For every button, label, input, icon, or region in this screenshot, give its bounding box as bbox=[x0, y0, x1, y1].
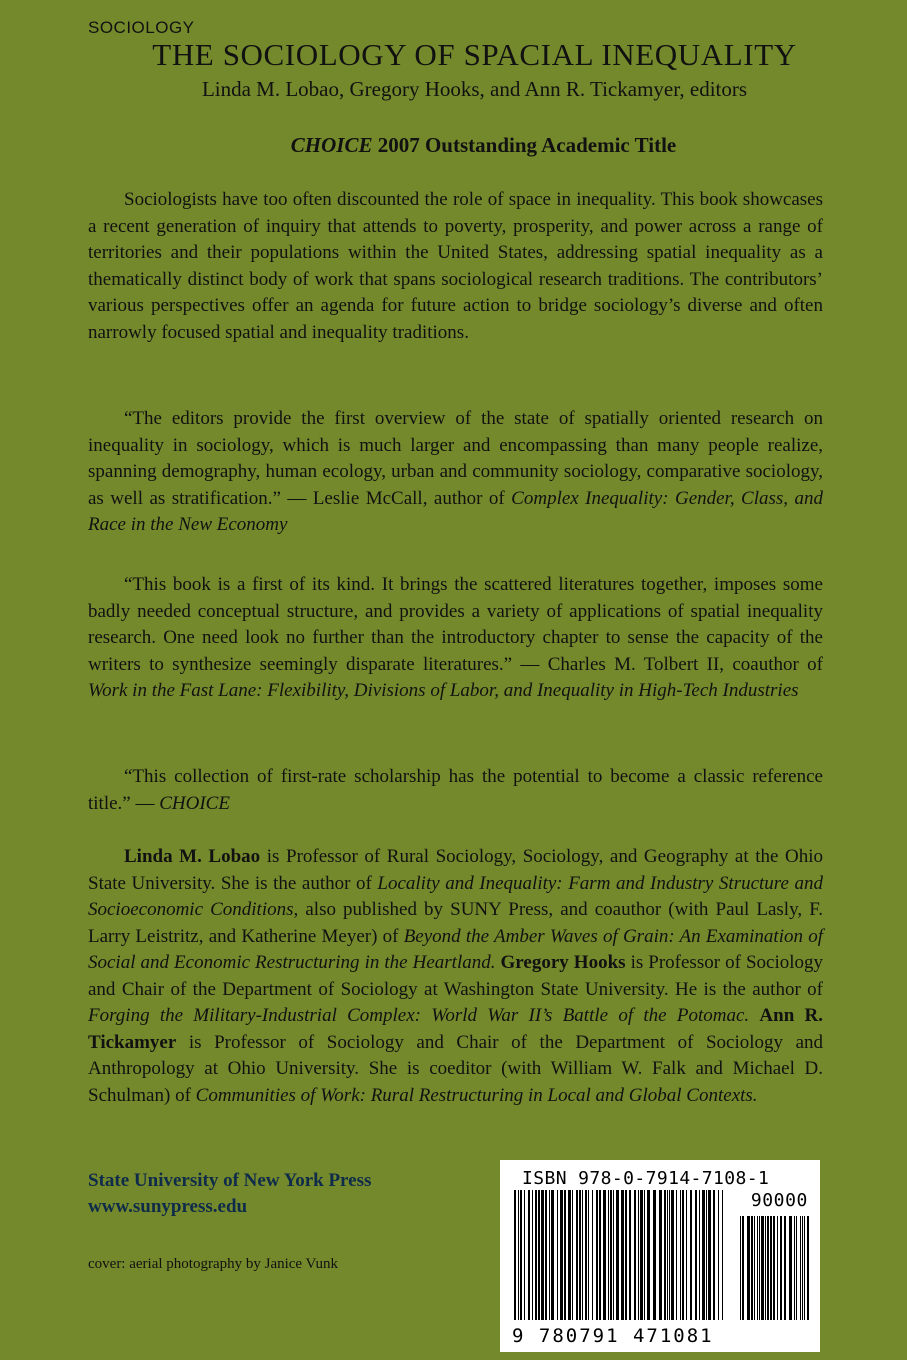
barcode-bar bbox=[644, 1190, 645, 1320]
barcode-bar bbox=[588, 1190, 589, 1320]
blurb-mccall bbox=[88, 406, 823, 539]
price-addon: 90000 bbox=[750, 1190, 808, 1211]
barcode-addon-bar bbox=[800, 1216, 801, 1320]
barcode-bar bbox=[680, 1190, 681, 1320]
barcode-bar bbox=[708, 1190, 711, 1320]
barcode-bar bbox=[695, 1190, 697, 1320]
barcode-bar bbox=[722, 1190, 723, 1320]
barcode-bar bbox=[520, 1190, 522, 1320]
barcode-bar bbox=[557, 1190, 558, 1320]
barcode-bar bbox=[545, 1190, 547, 1320]
barcode-addon-bar bbox=[757, 1216, 758, 1320]
blurb-text: “This collection of first-rate scholarship has the potential to become a classic reference title.” — bbox=[88, 766, 823, 814]
barcode-addon-bar bbox=[742, 1216, 744, 1320]
bio-name-lobao: Linda M. Lobao bbox=[124, 846, 261, 867]
barcode-bar bbox=[640, 1190, 643, 1320]
barcode-bar bbox=[647, 1190, 650, 1320]
isbn-text: ISBN 978-0-7914-7108-1 bbox=[522, 1168, 770, 1189]
barcode-bar bbox=[535, 1190, 537, 1320]
barcode-bar bbox=[579, 1190, 581, 1320]
publisher-name: State University of New York Press bbox=[88, 1170, 372, 1191]
barcode-addon-bar bbox=[796, 1216, 797, 1320]
barcode-bar bbox=[541, 1190, 544, 1320]
barcode-bar bbox=[625, 1190, 627, 1320]
barcode-addon-bar bbox=[784, 1216, 786, 1320]
bio-book: Forging the Military-Industrial Complex: World War II’s Battle of the Potomac. bbox=[88, 1005, 750, 1026]
barcode-bar bbox=[528, 1190, 530, 1320]
barcode-bar bbox=[702, 1190, 705, 1320]
barcode-bar bbox=[560, 1190, 563, 1320]
barcode-addon-bar bbox=[789, 1216, 792, 1320]
barcode-bar bbox=[638, 1190, 639, 1320]
barcode-bar bbox=[524, 1190, 525, 1320]
barcode-bar bbox=[659, 1190, 662, 1320]
barcode-bar bbox=[518, 1190, 519, 1320]
barcode-bar bbox=[576, 1190, 578, 1320]
publisher-url: www.sunypress.edu bbox=[88, 1196, 248, 1217]
award-choice: CHOICE bbox=[290, 133, 373, 157]
award-line bbox=[0, 132, 907, 158]
barcode-addon-bar bbox=[765, 1216, 766, 1320]
barcode-bar bbox=[568, 1190, 571, 1320]
description-text: Sociologists have too often discounted the role of space in inequality. This book showcases a recent generation of inquiry that attends to poverty, prosperity, and power across a range of territories and their populations within the United States, addressing spatial inequality as a thematically distinct body of work that spans sociological research traditions. The contributors’ various perspectives offer an agenda for future action to bridge sociology’s diverse and often narrowly focused spatial and inequality traditions. bbox=[88, 189, 823, 343]
barcode-bar bbox=[718, 1190, 719, 1320]
barcode-addon-bar bbox=[773, 1216, 775, 1320]
blurb-choice bbox=[88, 764, 823, 817]
bio-text: is Professor of Rural Sociology, Sociology, and Geography at the Ohio State University. She is the author of bbox=[88, 846, 824, 894]
barcode-bar bbox=[682, 1190, 684, 1320]
barcode-addon-bar bbox=[751, 1216, 753, 1320]
bio-text: is Professor of Sociology and Chair of the Department of Sociology at Washington State University. He is the author of bbox=[88, 952, 823, 1000]
book-title: THE SOCIOLOGY OF SPACIAL INEQUALITY bbox=[152, 37, 797, 72]
cover-credit: cover: aerial photography by Janice Vunk bbox=[88, 1256, 338, 1272]
barcode-bar bbox=[514, 1190, 516, 1320]
blurb-text: “This book is a first of its kind. It brings the scattered literatures together, imposes some badly needed conceptual structure, and provides a variety of applications of spatial inequality research. One need look no further than the introductory chapter to sense the capacity of the writers to synthesize seemingly disparate literatures.” — Charles M. Tolbert II, coauthor of bbox=[88, 574, 823, 675]
barcode-bar bbox=[690, 1190, 692, 1320]
barcode-bar bbox=[610, 1190, 612, 1320]
barcode-addon-bar bbox=[761, 1216, 764, 1320]
description bbox=[88, 187, 823, 346]
barcode-panel bbox=[500, 1160, 820, 1352]
barcode-bar bbox=[686, 1190, 687, 1320]
category-label: SOCIOLOGY bbox=[88, 18, 195, 37]
barcode-bar bbox=[585, 1190, 587, 1320]
bio-book: Locality and Inequality: Farm and Industry Structure and Socioeconomic Conditions bbox=[88, 872, 823, 920]
blurb-book: CHOICE bbox=[159, 792, 230, 814]
barcode-bar bbox=[549, 1190, 550, 1320]
bio-name-hooks: Gregory Hooks bbox=[500, 952, 626, 973]
blurb-text: “The editors provide the first overview of the state of spatially oriented research on inequality in sociology, which is much larger and encompassing than many people realize, spanning demography, human ecology, urban and community sociology, comparative sociology, as well as stratification.” — Leslie McCall, author of bbox=[88, 408, 823, 509]
barcode-bar bbox=[564, 1190, 566, 1320]
barcode-addon-bar bbox=[759, 1216, 760, 1320]
barcode-bar bbox=[669, 1190, 670, 1320]
barcode-bar bbox=[603, 1190, 606, 1320]
barcode-addon-bar bbox=[767, 1216, 769, 1320]
bio-text: is Professor of Sociology and Chair of the Department of Sociology and Anthropology at Ohio University. She is coeditor (with William W. Falk and Michael D. Schulman) of bbox=[88, 1031, 823, 1106]
barcode-addon-bar bbox=[747, 1216, 750, 1320]
blurb-book: Complex Inequality: Gender, Class, and Race in the New Economy bbox=[88, 487, 823, 535]
barcode-addon-bar bbox=[807, 1216, 809, 1320]
bio-name-tickamyer: Ann R. Tickamyer bbox=[88, 1005, 824, 1053]
barcode-bar bbox=[572, 1190, 573, 1320]
barcode-bar bbox=[592, 1190, 593, 1320]
barcode-addon-bar bbox=[780, 1216, 782, 1320]
barcode-bar bbox=[616, 1190, 619, 1320]
barcode-bar bbox=[676, 1190, 677, 1320]
ean-digits: 9 780791 471081 bbox=[512, 1325, 714, 1347]
bio-text: , also published by SUNY Press, and coauthor (with Paul Lasly, F. Larry Leistritz, and Katherine Meyer) of bbox=[88, 899, 823, 947]
blurb-book: Work in the Fast Lane: Flexibility, Divisions of Labor, and Inequality in High-Tech Industries bbox=[88, 680, 799, 701]
award-text: 2007 Outstanding Academic Title bbox=[372, 133, 677, 157]
barcode-bar bbox=[629, 1190, 631, 1320]
barcode-bar bbox=[653, 1190, 656, 1320]
barcode-bar bbox=[634, 1190, 636, 1320]
barcode-addon-bar bbox=[740, 1216, 741, 1320]
barcode-bar bbox=[538, 1190, 540, 1320]
barcode-bar bbox=[551, 1190, 554, 1320]
bio-book: Beyond the Amber Waves of Grain: An Examination of Social and Economic Restructuring in the Heartland. bbox=[88, 925, 823, 973]
barcode-bar bbox=[706, 1190, 707, 1320]
barcode-bar bbox=[671, 1190, 674, 1320]
barcode-bar bbox=[596, 1190, 598, 1320]
barcode-addon-bar bbox=[804, 1216, 805, 1320]
barcode-bar bbox=[599, 1190, 601, 1320]
barcode-bar bbox=[613, 1190, 614, 1320]
barcode-bar bbox=[667, 1190, 668, 1320]
blurb-tolbert bbox=[88, 572, 823, 705]
barcode-bar bbox=[699, 1190, 700, 1320]
barcode-addon-bar bbox=[754, 1216, 755, 1320]
editors-line: Linda M. Lobao, Gregory Hooks, and Ann R. Tickamyer, editors bbox=[201, 77, 748, 101]
barcode-addon-bar bbox=[802, 1216, 803, 1320]
barcode-addon-bar bbox=[794, 1216, 795, 1320]
barcode-bar bbox=[582, 1190, 583, 1320]
barcode-addon-bar bbox=[770, 1216, 772, 1320]
barcode-bar bbox=[664, 1190, 666, 1320]
barcode-addon-bar bbox=[777, 1216, 778, 1320]
editor-bios bbox=[88, 844, 823, 1109]
barcode-bar bbox=[608, 1190, 609, 1320]
barcode-bar bbox=[532, 1190, 533, 1320]
publisher-block bbox=[88, 1168, 371, 1220]
barcode-bar bbox=[621, 1190, 624, 1320]
barcode-bar bbox=[713, 1190, 715, 1320]
bio-book: Communities of Work: Rural Restructuring in Local and Global Contexts. bbox=[195, 1084, 758, 1106]
